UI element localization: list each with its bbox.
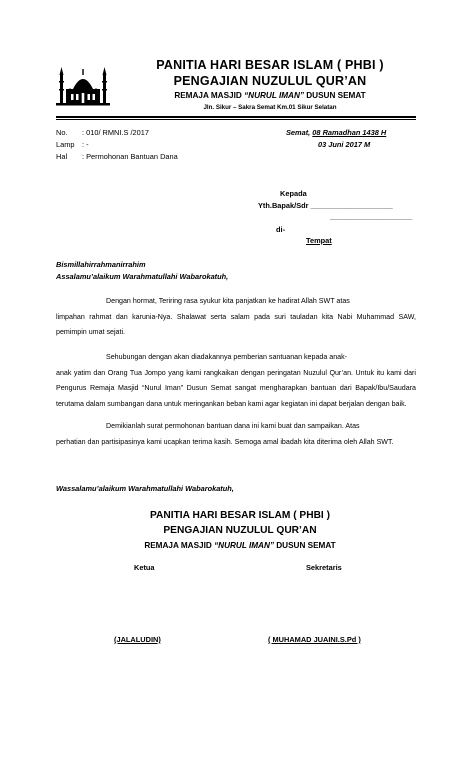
letter-date-hijri: Semat, 08 Ramadhan 1438 H	[286, 128, 387, 137]
closing-org-name: PANITIA HARI BESAR ISLAM ( PHBI )	[150, 510, 330, 521]
paragraph-3-rest: perhatian dan partisipasinya kami ucapkan terima kasih. Semoga amal ibadah kita diterima oleh Allah SWT.	[56, 437, 394, 446]
paragraph-2-rest: anak yatim dan Orang Tua Jompo yang kami rangkaikan dengan peringatan Nuzulul Qur’an. Untuk itu kami dari Pengurus Remaja Masjid “Nurul Iman” Dusun Semat sangat mengharapkan bantuan dari Bapak/Ibu/Saudara terutama dalam sumbangan dana untuk meringankan beban kami agar kegiatan ini dapat berjalan dengan baik.	[56, 368, 416, 408]
recipient-yth: Yth.Bapak/Sdr ____________________	[258, 201, 393, 210]
event-name: PENGAJIAN NUZULUL QUR’AN	[173, 74, 367, 88]
signature-name-sekretaris: ( MUHAMAD JUAINI.S.Pd )	[268, 635, 361, 644]
recipient-kepada: Kepada	[280, 189, 307, 198]
organizer-line: REMAJA MASJID “NURUL IMAN” DUSUN SEMAT	[174, 91, 366, 100]
hal-label: Hal	[56, 152, 68, 161]
signature-name-ketua: (JALALUDIN)	[114, 635, 161, 644]
lamp-value: : -	[82, 140, 89, 149]
hal-value: : Permohonan Bantuan Dana	[82, 152, 178, 161]
basmalah: Bismillahirrahmanirrahim	[56, 260, 146, 269]
signature-role-sekretaris: Sekretaris	[306, 563, 342, 572]
recipient-tempat: Tempat	[306, 236, 332, 245]
closing-organizer-line: REMAJA MASJID “NURUL IMAN” DUSUN SEMAT	[144, 541, 336, 550]
paragraph-1	[56, 294, 416, 341]
paragraph-1-rest: limpahan rahmat dan karunia-Nya. Shalawat serta salam pada suri tauladan kita Nabi Muhammad SAW, pemimpin umat sejati.	[56, 312, 416, 337]
no-value: : 010/ RMNI.S /2017	[82, 128, 149, 137]
recipient-di: di-	[276, 225, 286, 234]
opening-salam: Assalamu’alaikum Warahmatullahi Wabarokatuh,	[56, 272, 229, 281]
paragraph-2-first-line: Sehubungan dengan akan diadakannya pemberian santuanan kepada anak-	[106, 353, 347, 361]
paragraph-1-first-line: Dengan hormat, Teriring rasa syukur kita panjatkan ke hadirat Allah SWT atas	[106, 297, 350, 305]
mosque-logo-icon	[54, 63, 112, 107]
paragraph-3	[56, 419, 416, 450]
org-name: PANITIA HARI BESAR ISLAM ( PHBI )	[156, 58, 384, 72]
letter-date-gregorian: 03 Juni 2017 M	[318, 140, 371, 149]
signature-role-ketua: Ketua	[134, 563, 155, 572]
closing-salam: Wassalamu’alaikum Warahmatullahi Wabarokatuh,	[56, 484, 234, 493]
no-label: No.	[56, 128, 68, 137]
lamp-label: Lamp	[56, 140, 75, 149]
paragraph-3-first-line: Demikianlah surat permohonan bantuan dana ini kami buat dan sampaikan. Atas	[106, 422, 360, 430]
address: Jln. Sikur – Sakra Semat Km.01 Sikur Selatan	[203, 104, 337, 111]
paragraph-2	[56, 350, 416, 412]
header-rule-thin	[56, 119, 416, 120]
header-rule-thick	[56, 116, 416, 118]
recipient-blank-line: ____________________	[330, 212, 413, 221]
closing-event-name: PENGAJIAN NUZULUL QUR’AN	[163, 525, 317, 536]
